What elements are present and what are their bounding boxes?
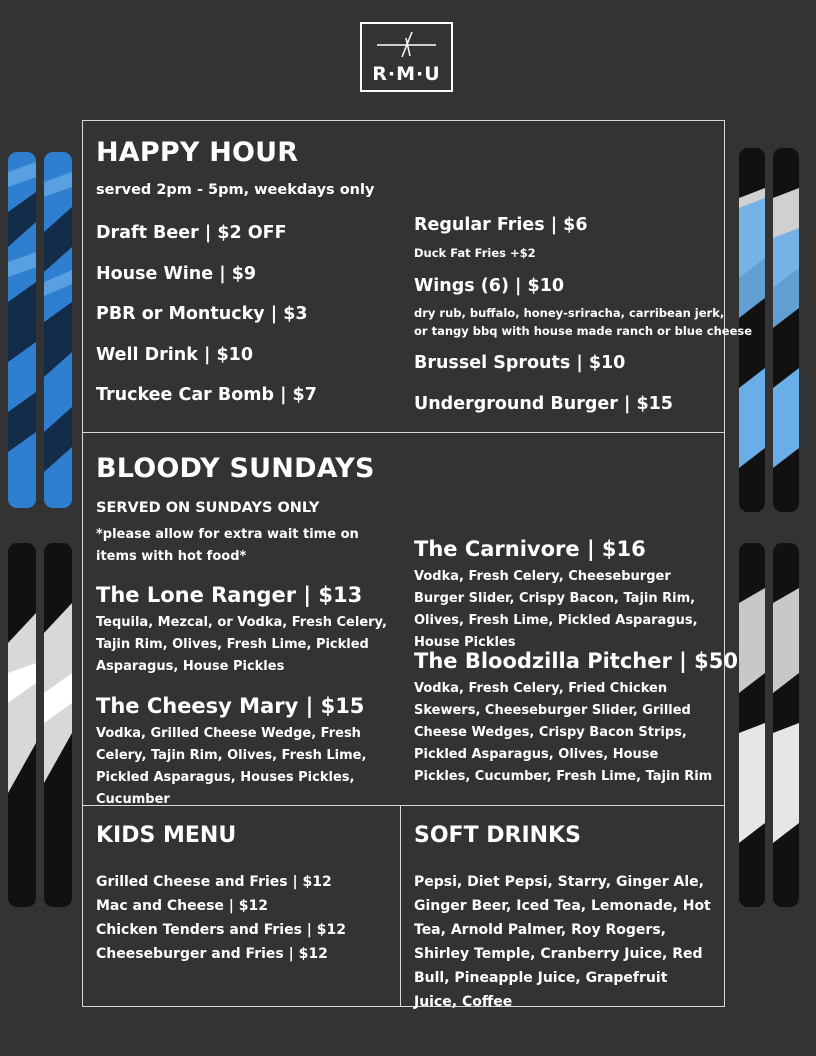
menu-item-pbr: PBR or Montucky | $3 [96,304,308,324]
menu-item-draft-beer: Draft Beer | $2 OFF [96,223,287,243]
kids-item-chicken-tenders: Chicken Tenders and Fries | $12 [96,922,346,938]
menu-item-bloodzilla: The Bloodzilla Pitcher | $50 [414,649,738,673]
rmu-logo [360,22,453,92]
menu-desc-lone-ranger: Tequila, Mezcal, or Vodka, Fresh Celery, Tajin Rim, Olives, Fresh Lime, Pickled Asparagus, House Pickles [96,615,387,674]
menu-item-regular-fries: Regular Fries | $6 [414,215,588,235]
bloody-sundays-subtitle: SERVED ON SUNDAYS ONLY [96,500,320,516]
menu-note-wings-1: dry rub, buffalo, honey-sriracha, carribean jerk, [414,306,725,320]
menu-item-lone-ranger: The Lone Ranger | $13 [96,583,363,607]
menu-item-burger: Underground Burger | $15 [414,394,673,414]
kids-item-mac-cheese: Mac and Cheese | $12 [96,898,269,914]
menu-desc-cheesy-mary: Vodka, Grilled Cheese Wedge, Fresh Celery, Tajin Rim, Olives, Fresh Lime, Pickled Asparagus, Houses Pickles, Cucumber [96,726,367,807]
menu-desc-bloodzilla: Vodka, Fresh Celery, Fried Chicken Skewers, Cheeseburger Slider, Grilled Cheese Wedges, Crispy Bacon Strips, Pickled Asparagus, Olives, House Pickles, Cucumber, Fresh Lime, Tajin Rim [414,681,713,784]
kids-menu-title: KIDS MENU [96,823,237,848]
soft-drinks-list: Pepsi, Diet Pepsi, Starry, Ginger Ale, Ginger Beer, Iced Tea, Lemonade, Hot Tea, Arnold Palmer, Roy Rogers, Shirley Temple, Cranberry Juice, Red Bull, Pineapple Juice, Grapefruit Juice, Coffee [414,874,711,1010]
menu-item-house-wine: House Wine | $9 [96,264,257,284]
menu-desc-carnivore: Vodka, Fresh Celery, Cheeseburger Burger Slider, Crispy Bacon, Tajin Rim, Olives, Fresh Lime, Pickled Asparagus, House Pickles [414,569,698,650]
menu-item-wings: Wings (6) | $10 [414,276,565,296]
ski-pair-white-left [6,543,76,909]
menu-item-car-bomb: Truckee Car Bomb | $7 [96,385,317,405]
logo-text: R·M·U [372,63,441,85]
divider-happy-bloody [83,432,724,433]
kids-item-grilled-cheese: Grilled Cheese and Fries | $12 [96,874,332,890]
happy-hour-subtitle: served 2pm - 5pm, weekdays only [96,182,375,198]
happy-hour-title: HAPPY HOUR [96,137,299,168]
ski-pair-white-right [737,543,803,909]
kids-item-cheeseburger: Cheeseburger and Fries | $12 [96,946,328,962]
bloody-sundays-title: BLOODY SUNDAYS [96,453,375,484]
menu-item-brussel: Brussel Sprouts | $10 [414,353,626,373]
menu-box [82,120,753,1010]
bloody-sundays-note: *please allow for extra wait time on items with hot food* [96,527,359,564]
menu-note-fries: Duck Fat Fries +$2 [414,246,536,260]
menu-item-cheesy-mary: The Cheesy Mary | $15 [96,694,365,718]
ski-pair-blue-left [6,152,76,510]
divider-kids-drinks [400,806,401,1007]
soft-drinks-title: SOFT DRINKS [414,823,581,848]
menu-item-carnivore: The Carnivore | $16 [414,537,646,561]
menu-item-well-drink: Well Drink | $10 [96,345,253,365]
kids-menu-list [96,870,386,966]
menu-note-wings-2: or tangy bbq with house made ranch or blue cheese [414,324,753,338]
